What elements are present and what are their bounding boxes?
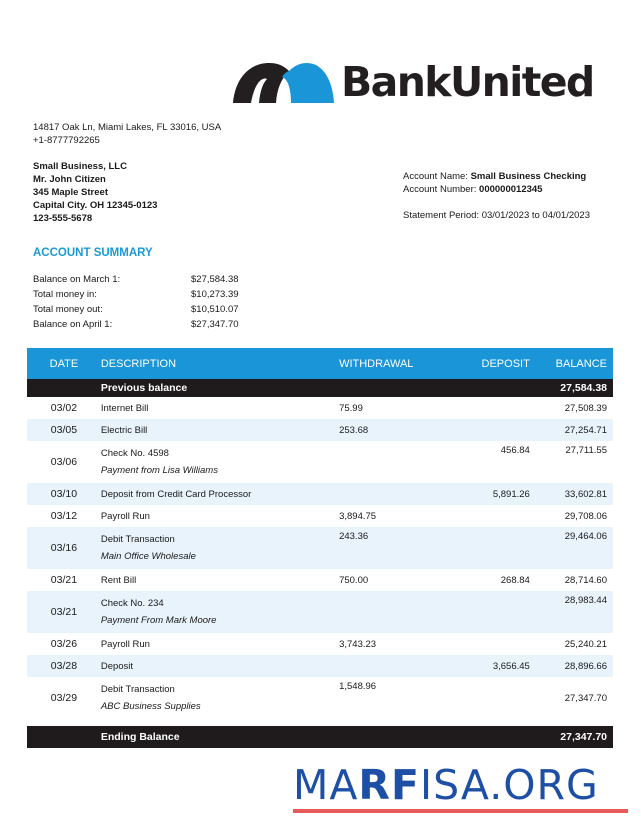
account-name-value: Small Business Checking (470, 171, 587, 182)
table-row (27, 483, 613, 505)
row-balance: 29,708.06 (538, 505, 613, 527)
row-description: Deposit (101, 655, 339, 677)
row-deposit (446, 591, 538, 633)
table-row (27, 655, 613, 677)
row-withdrawal: 253.68 (339, 419, 445, 441)
table-row (27, 633, 613, 655)
ending-balance-label: Ending Balance (101, 726, 339, 748)
account-number (403, 183, 590, 196)
summary-row (33, 272, 239, 287)
table-row (27, 591, 613, 633)
row-balance: 27,711.55 (538, 441, 613, 483)
row-sub-description: Payment From Mark Moore (100, 615, 217, 626)
summary-label: Balance on April 1: (33, 319, 113, 330)
table-row (27, 569, 613, 591)
header-balance: BALANCE (538, 348, 613, 379)
row-description: Debit Transaction (100, 534, 175, 545)
customer-city: Capital City. OH 12345-0123 (33, 200, 158, 211)
customer-phone: 123-555-5678 (33, 213, 93, 224)
account-number-label: Account Number: (403, 184, 477, 195)
row-description: Payroll Run (101, 633, 339, 655)
row-date: 03/16 (27, 527, 101, 569)
row-deposit: 3,656.45 (446, 655, 538, 677)
account-number-value: 000000012345 (479, 184, 543, 195)
row-description: Check No. 234 (100, 598, 164, 609)
row-description: Debit Transaction (100, 684, 175, 695)
row-sub-description: Payment from Lisa Williams (100, 465, 218, 476)
ending-balance-value: 27,347.70 (538, 726, 613, 748)
row-withdrawal: 750.00 (339, 569, 445, 591)
table-row (27, 677, 613, 719)
double-arch-logo-icon (233, 61, 335, 103)
row-date: 03/05 (27, 419, 101, 441)
summary-row (33, 317, 239, 332)
row-description: Payroll Run (101, 505, 339, 527)
row-withdrawal: 3,743.23 (339, 633, 445, 655)
row-date: 03/21 (27, 569, 101, 591)
customer-address-block (33, 160, 157, 225)
account-name (403, 170, 590, 183)
row-date: 03/12 (27, 505, 101, 527)
previous-balance-value: 27,584.38 (538, 379, 613, 397)
row-deposit (446, 677, 538, 719)
row-date: 03/26 (27, 633, 101, 655)
account-summary (33, 272, 239, 332)
row-description: Internet Bill (101, 397, 339, 419)
row-description: Check No. 4598 (100, 448, 169, 459)
header-description: DESCRIPTION (101, 348, 339, 379)
row-balance: 29,464.06 (538, 527, 613, 569)
row-date: 03/28 (27, 655, 101, 677)
row-balance: 28,714.60 (538, 569, 613, 591)
table-spacer (27, 719, 613, 726)
summary-label: Total money in: (33, 289, 97, 300)
bank-phone: +1-8777792265 (33, 135, 100, 146)
header-withdrawal: WITHDRAWAL (339, 348, 445, 379)
statement-period-label: Statement Period: (403, 210, 480, 221)
summary-label: Total money out: (33, 304, 103, 315)
previous-balance-row (27, 379, 613, 397)
watermark-text: MARFISA.ORG (293, 761, 599, 809)
customer-street: 345 Maple Street (33, 187, 108, 198)
customer-company: Small Business, LLC (33, 161, 127, 172)
row-balance: 28,983.44 (538, 591, 613, 633)
row-description: Rent Bill (101, 569, 339, 591)
customer-name: Mr. John Citizen (33, 174, 106, 185)
row-balance: 25,240.21 (538, 633, 613, 655)
table-row (27, 441, 613, 483)
row-balance: 27,347.70 (538, 677, 613, 719)
row-deposit: 268.84 (446, 569, 538, 591)
account-name-label: Account Name: (403, 171, 468, 182)
ending-balance-row (27, 726, 613, 748)
row-withdrawal: 75.99 (339, 397, 445, 419)
bank-name: BankUnited (341, 58, 594, 106)
row-deposit (446, 505, 538, 527)
row-withdrawal (339, 483, 445, 505)
table-row (27, 419, 613, 441)
summary-value: $10,273.39 (191, 289, 239, 300)
row-withdrawal: 243.36 (339, 527, 445, 569)
header-deposit: DEPOSIT (446, 348, 538, 379)
row-withdrawal (339, 591, 445, 633)
previous-balance-label: Previous balance (101, 379, 339, 397)
row-date: 03/21 (27, 591, 101, 633)
row-deposit: 456.84 (446, 441, 538, 483)
row-sub-description: ABC Business Supplies (100, 701, 201, 712)
row-balance: 28,896.66 (538, 655, 613, 677)
row-deposit (446, 527, 538, 569)
row-balance: 33,602.81 (538, 483, 613, 505)
table-row (27, 397, 613, 419)
row-deposit (446, 633, 538, 655)
bank-address: 14817 Oak Ln, Miami Lakes, FL 33016, USA (33, 122, 222, 133)
summary-value: $27,347.70 (191, 319, 239, 330)
row-withdrawal: 1,548.96 (339, 677, 445, 719)
header-date: DATE (27, 348, 101, 379)
row-description: Electric Bill (101, 419, 339, 441)
row-balance: 27,508.39 (538, 397, 613, 419)
row-date: 03/02 (27, 397, 101, 419)
row-sub-description: Main Office Wholesale (100, 551, 196, 562)
watermark-underline (293, 809, 628, 813)
row-withdrawal (339, 441, 445, 483)
watermark (293, 763, 628, 813)
bank-address-block (33, 121, 221, 147)
summary-value: $27,584.38 (191, 274, 239, 285)
row-description: Deposit from Credit Card Processor (101, 483, 339, 505)
summary-label: Balance on March 1: (33, 274, 121, 285)
bank-logo (233, 60, 594, 104)
row-date: 03/29 (27, 677, 101, 719)
row-date: 03/06 (27, 441, 101, 483)
row-deposit: 5,891.26 (446, 483, 538, 505)
table-header-row (27, 348, 613, 379)
summary-row (33, 287, 239, 302)
row-deposit (446, 419, 538, 441)
summary-row (33, 302, 239, 317)
table-row (27, 527, 613, 569)
row-balance: 27,254.71 (538, 419, 613, 441)
account-summary-title: ACCOUNT SUMMARY (33, 247, 153, 259)
row-date: 03/10 (27, 483, 101, 505)
row-withdrawal (339, 655, 445, 677)
table-row (27, 505, 613, 527)
row-deposit (446, 397, 538, 419)
account-info-block (403, 170, 590, 222)
row-withdrawal: 3,894.75 (339, 505, 445, 527)
statement-period-value: 03/01/2023 to 04/01/2023 (481, 210, 590, 221)
transactions-table (27, 348, 613, 748)
statement-period (403, 209, 590, 222)
summary-value: $10,510.07 (191, 304, 239, 315)
